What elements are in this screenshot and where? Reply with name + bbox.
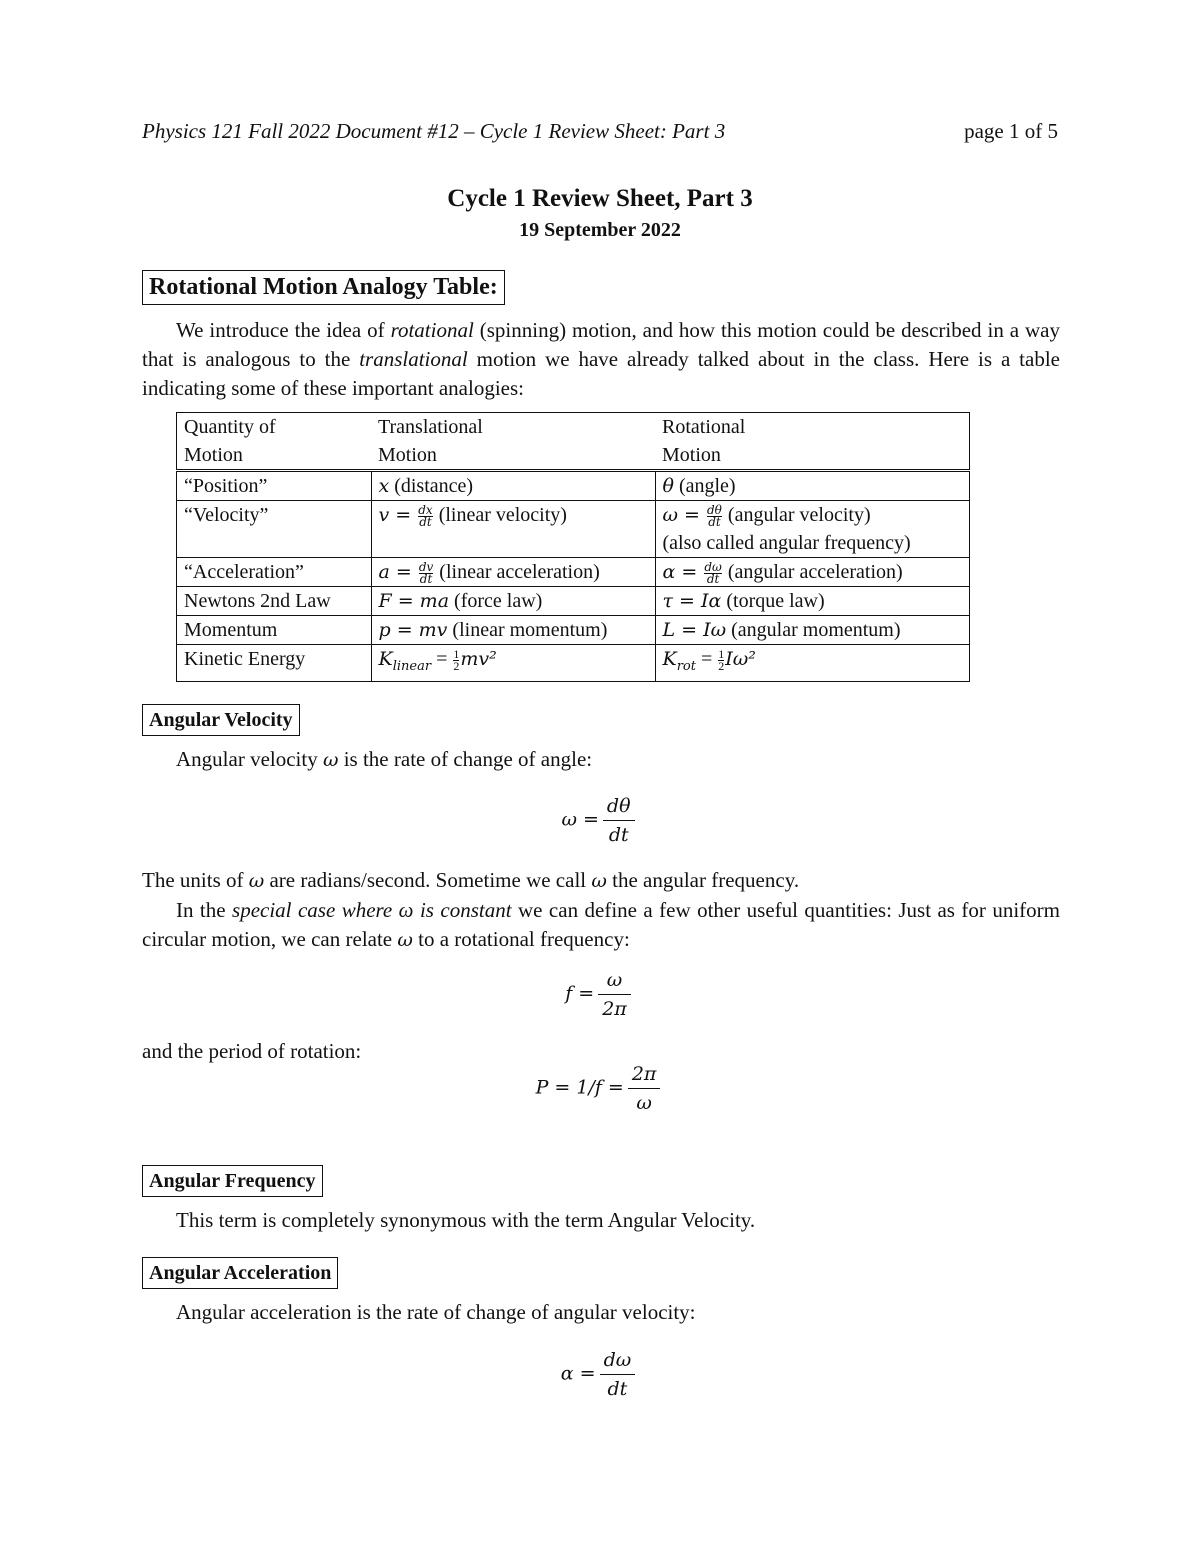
header-rotational: Rotational Motion [655, 413, 970, 471]
cell-rotational: $K_{rot}$ = $\frac{1}{2}$ Iω² [655, 645, 970, 682]
angular-velocity-definition: Angular velocity ω is the rate of change of angle: [176, 747, 593, 771]
header-translational: Translational Motion [371, 413, 655, 471]
period-text: and the period of rotation: [142, 1039, 362, 1063]
equation-alpha: α = $\frac{d\omega}{dt}$ [0, 1346, 1200, 1403]
cell-translational: $K_{linear}$ = $\frac{1}{2}$ mv² [371, 645, 655, 682]
table-header-row [177, 413, 970, 471]
table-row [177, 587, 970, 616]
cell-rotational: α = $\frac{d\omega}{dt}$ (angular acceleration) [655, 558, 970, 587]
angular-acceleration-text: Angular acceleration is the rate of change of angular velocity: [176, 1300, 696, 1324]
section-heading-angular-velocity: Angular Velocity [142, 704, 300, 736]
cell-quantity: “Position” [177, 471, 372, 501]
equation-omega: ω = $\frac{d\theta}{dt}$ [0, 792, 1200, 849]
document-date: 19 September 2022 [519, 219, 681, 241]
section-heading-analogy-table: Rotational Motion Analogy Table: [142, 270, 505, 305]
table-row [177, 616, 970, 645]
cell-quantity: “Acceleration” [177, 558, 372, 587]
cell-rotational: L = Iω (angular momentum) [655, 616, 970, 645]
document-title: Cycle 1 Review Sheet, Part 3 [447, 185, 753, 212]
running-header-title: Physics 121 Fall 2022 Document #12 – Cycle 1 Review Sheet: Part 3 [142, 119, 726, 143]
cell-quantity: Kinetic Energy [177, 645, 372, 682]
cell-quantity: Momentum [177, 616, 372, 645]
cell-translational: x (distance) [371, 471, 655, 501]
cell-quantity: “Velocity” [177, 501, 372, 558]
cell-translational: F = ma (force law) [371, 587, 655, 616]
cell-quantity: Newtons 2nd Law [177, 587, 372, 616]
section-heading-angular-frequency: Angular Frequency [142, 1165, 323, 1197]
cell-translational: v = $\frac{dx}{dt}$ (linear velocity) [371, 501, 655, 558]
cell-rotational: θ (angle) [655, 471, 970, 501]
analogy-table [176, 412, 970, 682]
cell-rotational: τ = Iα (torque law) [655, 587, 970, 616]
page-number: page 1 of 5 [964, 119, 1058, 143]
intro-paragraph: We introduce the idea of rotational (spinning) motion, and how this motion could be described in a way that is analogous to the translational motion we have already talked about in the class. Here is a table indicating some of these important analogies: [142, 318, 1060, 400]
cell-rotational: ω = $\frac{d\theta}{dt}$ (angular velocity) (also called angular frequency) [655, 501, 970, 558]
table-row [177, 558, 970, 587]
cell-translational: a = $\frac{dv}{dt}$ (linear acceleration) [371, 558, 655, 587]
cell-translational: p = mv (linear momentum) [371, 616, 655, 645]
header-quantity: Quantity of Motion [177, 413, 372, 471]
equation-period: P = 1/f = $\frac{2\pi}{\omega}$ [0, 1060, 1200, 1117]
angular-velocity-units: The units of ω are radians/second. Sometime we call ω the angular frequency. In the special case where ω is constant we can define a few other useful quantities: Just as for uniform circular motion, we can relate ω to a rotational frequency: [142, 868, 1060, 951]
angular-frequency-text: This term is completely synonymous with the term Angular Velocity. [176, 1208, 756, 1232]
section-heading-angular-acceleration: Angular Acceleration [142, 1257, 338, 1289]
table-row [177, 501, 970, 558]
table-row [177, 645, 970, 682]
table-row [177, 471, 970, 501]
equation-frequency: f = $\frac{\omega}{2\pi}$ [0, 966, 1200, 1023]
